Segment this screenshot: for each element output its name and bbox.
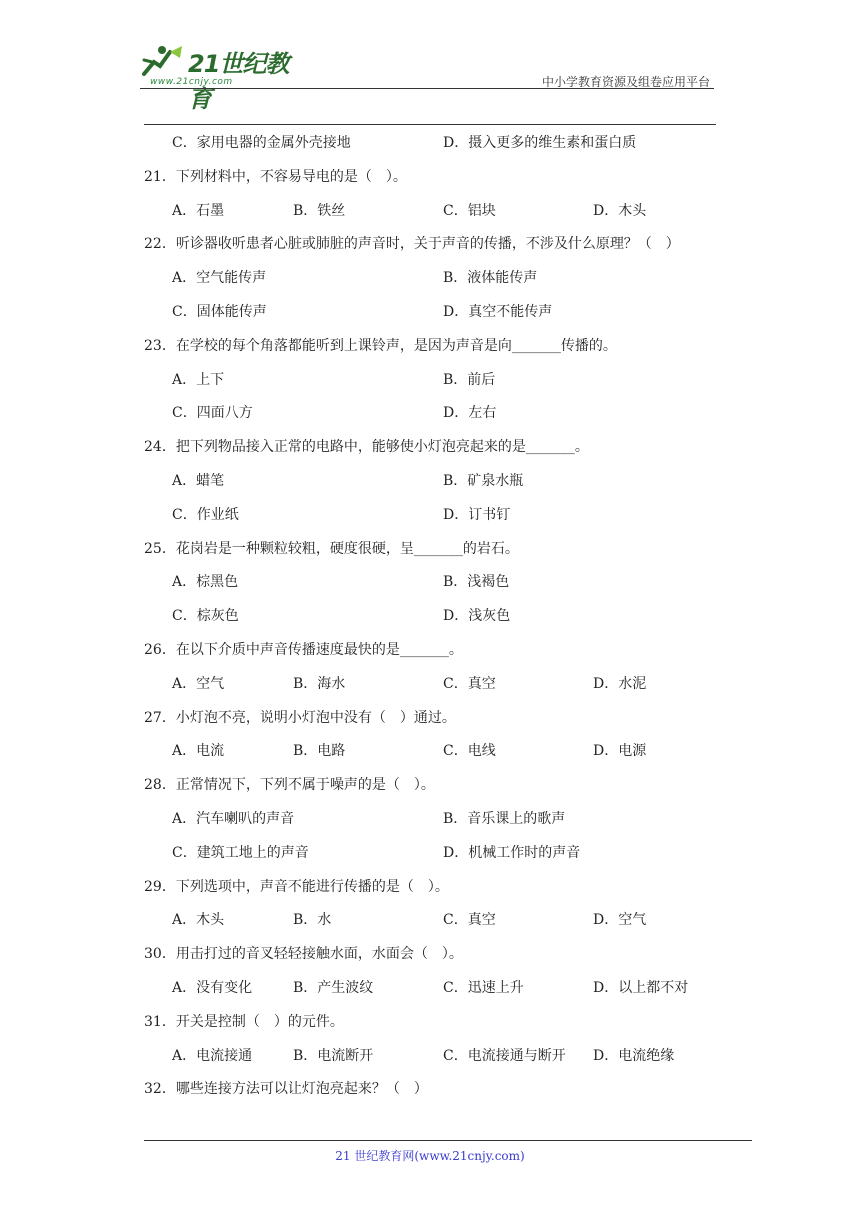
options-row xyxy=(144,503,744,537)
option-b: B．铁丝 xyxy=(293,202,346,219)
runner-logo-icon xyxy=(140,44,186,80)
option-a: A．汽车喇叭的声音 xyxy=(172,810,295,827)
option-d: D．订书钉 xyxy=(443,506,511,523)
question-22: 22．听诊器收听患者心脏或肺脏的声音时，关于声音的传播，不涉及什么原理？（ ） xyxy=(144,236,680,253)
option-b: B．音乐课上的歌声 xyxy=(443,810,566,827)
option-a: A．木头 xyxy=(172,912,225,929)
options-row xyxy=(144,131,744,165)
options-row xyxy=(144,266,744,300)
option-c: C．棕灰色 xyxy=(172,608,239,625)
option-d: D．木头 xyxy=(593,202,647,219)
option-d: D．电流绝缘 xyxy=(593,1047,675,1064)
option-b: B．产生波纹 xyxy=(293,979,374,996)
option-a: A．石墨 xyxy=(172,202,225,219)
option-d: D．真空不能传声 xyxy=(443,303,553,320)
option-c: C．真空 xyxy=(443,675,496,692)
question-32: 32．哪些连接方法可以让灯泡亮起来？（ ） xyxy=(144,1081,428,1098)
option-d: D．摄入更多的维生素和蛋白质 xyxy=(443,135,637,151)
option-a: A．上下 xyxy=(172,371,225,388)
option-a: A．没有变化 xyxy=(172,979,253,996)
option-a: A．电流接通 xyxy=(172,1047,253,1064)
question-25: 25．花岗岩是一种颗粒较粗，硬度很硬，呈_______的岩石。 xyxy=(144,540,519,557)
options-row xyxy=(144,807,744,841)
option-c: C．真空 xyxy=(443,912,496,929)
options-row xyxy=(144,469,744,503)
options-row xyxy=(144,841,744,875)
question-list xyxy=(144,131,744,1111)
option-d: D．电源 xyxy=(593,743,647,760)
option-b: B．海水 xyxy=(293,675,346,692)
option-d: D．空气 xyxy=(593,912,647,929)
question-21: 21．下列材料中，不容易导电的是（ ）。 xyxy=(144,168,407,185)
option-d: D．机械工作时的声音 xyxy=(443,844,581,861)
logo-url: www.21cnjy.com xyxy=(150,77,233,87)
option-a: A．棕黑色 xyxy=(172,574,239,591)
options-row xyxy=(144,368,744,402)
option-b: B．液体能传声 xyxy=(443,270,538,287)
options-row xyxy=(144,976,744,1010)
option-c: C．铝块 xyxy=(443,202,496,219)
options-row xyxy=(144,672,744,706)
question-31: 31．开关是控制（ ）的元件。 xyxy=(144,1013,344,1030)
question-26: 26．在以下介质中声音传播速度最快的是_______。 xyxy=(144,641,463,658)
top-divider xyxy=(144,124,716,125)
option-b: B．电路 xyxy=(293,743,346,760)
options-row xyxy=(144,570,744,604)
option-b: B．矿泉水瓶 xyxy=(443,472,524,489)
option-a: A．空气能传声 xyxy=(172,270,267,287)
option-a: A．电流 xyxy=(172,743,225,760)
option-d: D．浅灰色 xyxy=(443,608,511,625)
option-c: C．作业纸 xyxy=(172,506,239,523)
option-b: B．电流断开 xyxy=(293,1047,374,1064)
option-a: A．蜡笔 xyxy=(172,472,225,489)
option-c: C．电线 xyxy=(443,743,496,760)
option-b: B．浅褐色 xyxy=(443,574,510,591)
option-d: D．以上都不对 xyxy=(593,979,689,996)
logo-text: 21世纪教育 xyxy=(188,50,289,113)
option-c: C．建筑工地上的声音 xyxy=(172,844,309,861)
logo xyxy=(140,44,310,113)
option-c: C．四面八方 xyxy=(172,405,253,422)
header-divider xyxy=(140,88,714,89)
option-b: B．前后 xyxy=(443,371,496,388)
question-27: 27．小灯泡不亮，说明小灯泡中没有（ ）通过。 xyxy=(144,709,456,726)
option-b: B．水 xyxy=(293,912,332,929)
options-row xyxy=(144,908,744,942)
options-row xyxy=(144,1044,744,1078)
header-title: 中小学教育资源及组卷应用平台 xyxy=(541,75,710,89)
option-c: C．迅速上升 xyxy=(443,979,524,996)
options-row xyxy=(144,739,744,773)
question-24: 24．把下列物品接入正常的电路中，能够使小灯泡亮起来的是_______。 xyxy=(144,439,589,456)
question-28: 28．正常情况下，下列不属于噪声的是（ ）。 xyxy=(144,777,435,794)
option-c: C．家用电器的金属外壳接地 xyxy=(172,135,351,151)
question-29: 29．下列选项中，声音不能进行传播的是（ ）。 xyxy=(144,878,449,895)
options-row xyxy=(144,604,744,638)
footer-divider xyxy=(144,1140,752,1141)
option-d: D．水泥 xyxy=(593,675,647,692)
question-30: 30．用击打过的音叉轻轻接触水面，水面会（ ）。 xyxy=(144,946,463,963)
page-header xyxy=(140,40,714,113)
options-row xyxy=(144,401,744,435)
option-d: D．左右 xyxy=(443,405,497,422)
options-row xyxy=(144,300,744,334)
option-a: A．空气 xyxy=(172,675,225,692)
question-23: 23．在学校的每个角落都能听到上课铃声，是因为声音是向_______传播的。 xyxy=(144,337,617,354)
footer-text: 21 世纪教育网(www.21cnjy.com) xyxy=(335,1149,525,1163)
option-c: C．固体能传声 xyxy=(172,303,267,320)
option-c: C．电流接通与断开 xyxy=(443,1047,566,1064)
options-row xyxy=(144,199,744,233)
